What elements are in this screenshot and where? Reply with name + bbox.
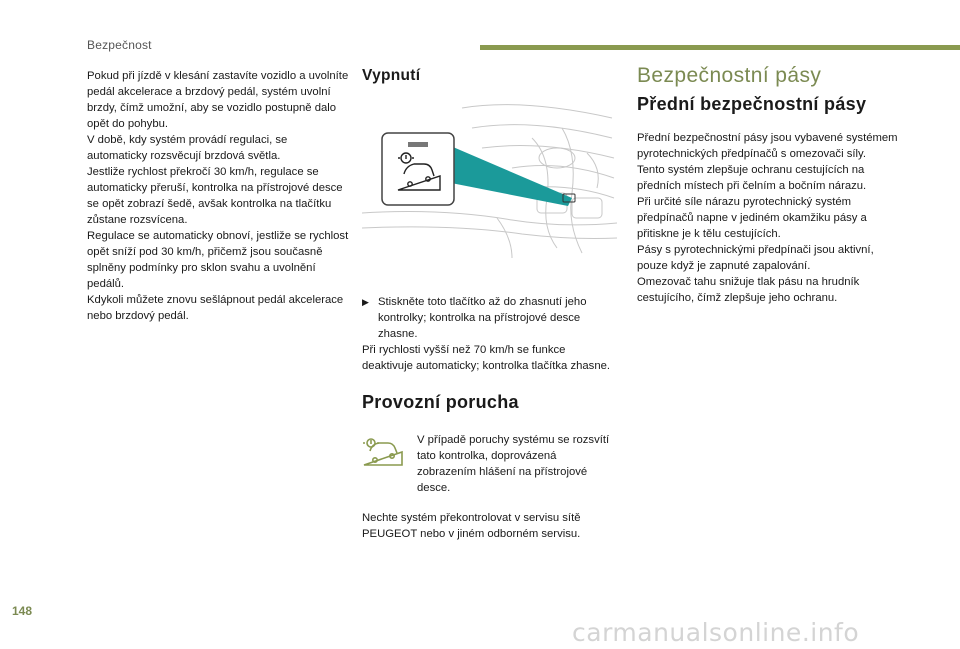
service-text: Nechte systém překontrolovat v servisu sítě PEUGEOT nebo v jiném odborném servisu. [362, 512, 581, 540]
paragraph: Pásy s pyrotechnickými předpínači jsou aktivní, pouze když je zapnuté zapalování. [637, 244, 874, 272]
bullet-text: Stiskněte toto tlačítko až do zhasnutí jeho kontrolky; kontrolka na přístrojové desce zhasne. [378, 296, 587, 340]
paragraph: Kdykoli můžete znovu sešlápnout pedál akcelerace nebo brzdový pedál. [87, 294, 344, 322]
heading-fault: Provozní porucha [362, 392, 519, 412]
bullet-arrow-icon: ▶ [362, 297, 369, 307]
callout-pointer [446, 144, 572, 206]
paragraph: Při rychlosti vyšší než 70 km/h se funkce deaktivuje automaticky; kontrolka tlačítka zhasne. [362, 344, 611, 372]
paragraph: Při určité síle nárazu pyrotechnický systém předpínačů napne v jediném okamžiku pásy a přitiskne je k tělu cestujících. [637, 196, 867, 240]
column-intro [87, 68, 349, 324]
paragraph: Omezovač tahu snižuje tlak pásu na hrudník cestujícího, čímž zlepšuje jeho ochranu. [637, 276, 860, 304]
header-accent-bar [480, 45, 960, 50]
page-number: 148 [12, 604, 33, 618]
section-label: Bezpečnost [87, 38, 152, 52]
paragraph: Přední bezpečnostní pásy jsou vybavené systémem pyrotechnických předpínačů s omezovači síly. [637, 132, 898, 160]
paragraph: Tento systém zlepšuje ochranu cestujících na předních místech při čelním a bočním nárazu. [637, 164, 867, 192]
fault-text: V případě poruchy systému se rozsvítí tato kontrolka, doprovázená zobrazením hlášení na přístrojové desce. [417, 434, 610, 494]
page-title: Bezpečnostní pásy [637, 64, 822, 87]
column-switch-off [362, 68, 617, 542]
fault-description [362, 432, 617, 496]
instruction-bullet [362, 294, 617, 342]
paragraph: Pokud při jízdě v klesání zastavíte vozidlo a uvolníte pedál akcelerace a brzdový pedál, systém uvolní brzdy, čímž umožní, aby se vozidlo postupně dalo opět do pohybu. [87, 70, 349, 130]
watermark: carmanualsonline.info [572, 618, 860, 647]
column-seat-belts [637, 64, 899, 306]
console-drawing [362, 98, 617, 258]
button-led-indicator [408, 142, 428, 147]
subtitle-front-belts: Přední bezpečnostní pásy [637, 94, 867, 114]
paragraph: Regulace se automaticky obnoví, jestliže se rychlost opět sníží pod 30 km/h, přičemž jsou současně splněny podmínky pro sklon svahu a uvolnění pedálů. [87, 230, 349, 290]
heading-switch-off: Vypnutí [362, 67, 421, 84]
paragraph: V době, kdy systém provádí regulaci, se automaticky rozsvěcují brzdová světla. [87, 134, 288, 162]
fault-warning-icon [362, 432, 417, 496]
paragraph: Jestliže rychlost překročí 30 km/h, regulace se automaticky přeruší, kontrolka na přístrojové desce se opět zobrazí šedě, avšak kontrolka na tlačítku zůstane rozsvícena. [87, 166, 343, 226]
console-illustration [362, 98, 617, 258]
